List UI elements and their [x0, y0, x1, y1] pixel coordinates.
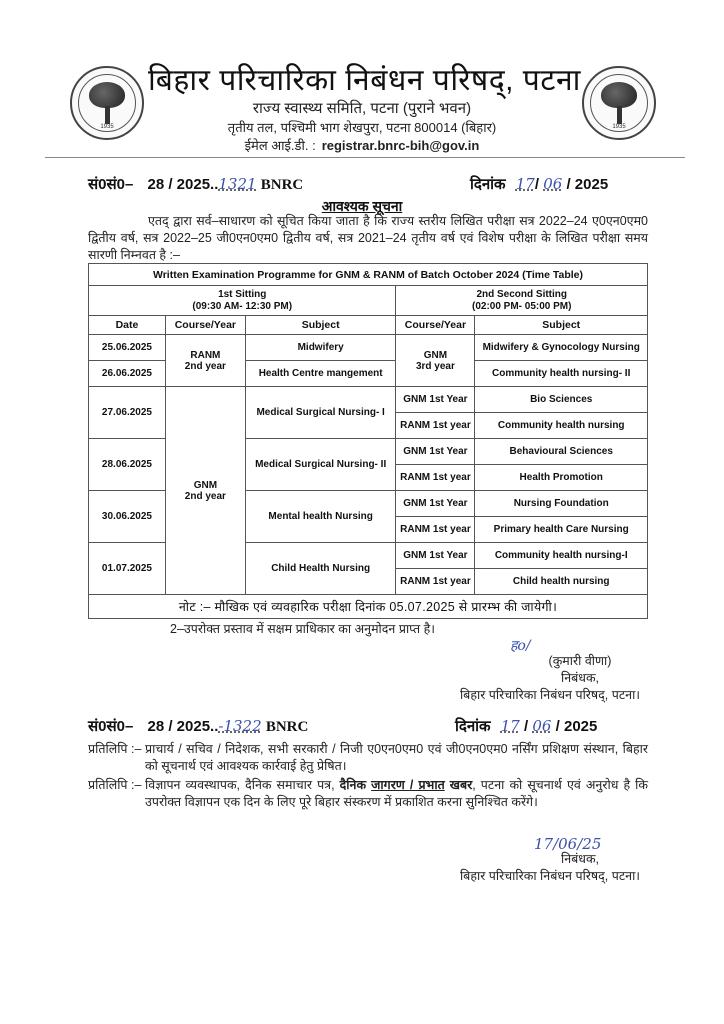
handwritten-day: 17: [500, 717, 520, 735]
organization-subtitle: राज्य स्वास्थ्य समिति, पटना (पुराने भवन): [252, 100, 472, 117]
subject-cell: Mental health Nursing: [245, 491, 396, 543]
subject-cell: Primary health Care Nursing: [475, 517, 648, 543]
organization-name: बिहार परिचारिका निबंधन परिषद्, पटना: [148, 64, 581, 97]
signature-block-1: [430, 652, 670, 703]
council-seal-right-icon: 1935: [582, 66, 656, 140]
subject-cell: Medical Surgical Nursing- I: [245, 387, 396, 439]
subject-cell: Medical Surgical Nursing- II: [245, 439, 396, 491]
subject-cell: Bio Sciences: [475, 387, 648, 413]
reference-date-bottom: दिनांक 17 / 06 / 2025: [455, 717, 598, 735]
timetable-title: Written Examination Programme for GNM & RANM of Batch October 2024 (Time Table): [89, 264, 648, 286]
course-cell: GNM 1st Year: [396, 439, 475, 465]
course-cell: RANM 1st year: [396, 465, 475, 491]
date-cell: 30.06.2025: [89, 491, 166, 543]
course-cell-gnm-3rd: GNM 3rd year: [396, 335, 475, 387]
date-cell: 27.06.2025: [89, 387, 166, 439]
council-seal-left-icon: 1935: [70, 66, 144, 140]
signatory-org: बिहार परिचारिका निबंधन परिषद्, पटना।: [459, 869, 641, 883]
subject-cell: Health Centre mangement: [245, 361, 396, 387]
course-cell-gnm-2nd: GNM 2nd year: [165, 387, 245, 595]
reference-number-top: सं0सं0– 28 / 2025..1321 BNRC: [88, 175, 304, 193]
approval-statement: 2–उपरोक्त प्रस्ताव में सक्षम प्राधिकार का अनुमोदन प्राप्त है।: [170, 622, 436, 636]
exam-timetable: [88, 263, 648, 619]
signature-block-2: [430, 850, 670, 884]
timetable-note: नोट :– मौखिक एवं व्यवहारिक परीक्षा दिनांक 05.07.2025 से प्रारम्भ की जायेगी।: [89, 595, 648, 619]
subject-cell: Child Health Nursing: [245, 543, 396, 595]
notice-intro: एतद् द्वारा सर्व–साधारण को सूचित किया जाता है कि राज्य स्तरीय लिखित परीक्षा सत्र 2022–24 ए0एन0एम0 द्वितीय वर्ष, सत्र 2022–25 जी0एन0एम0 द्वितीय वर्ष, सत्र 2021–24 तृतीय वर्ष एवं विशेष परीक्षा के लिखित परीक्षा समय सारणी निम्नवत है :–: [88, 214, 648, 262]
signatory-designation: निबंधक,: [560, 671, 600, 685]
course-cell: GNM 1st Year: [396, 387, 475, 413]
reference-date-top: दिनांक 17/ 06 / 2025: [470, 175, 609, 193]
copy-to-1: प्रतिलिपि :– प्राचार्य / सचिव / निदेशक, सभी सरकारी / निजी ए0एन0एम0 एवं जी0एन0एम0 नर्सिंग प्रशिक्षण संस्थान, बिहार को सूचनार्थ एवं आवश्यक कार्रवाई हेतु प्रेषित।: [88, 742, 648, 773]
column-header-subject-1: Subject: [245, 316, 396, 335]
email-address[interactable]: registrar.bnrc-bih@gov.in: [321, 138, 480, 153]
handwritten-ref-number: 1321: [218, 175, 257, 193]
newspaper-names: जागरण / प्रभात: [371, 778, 445, 792]
email-label: ईमेल आई.डी. :: [244, 138, 316, 153]
table-row: [89, 335, 648, 361]
subject-cell: Midwifery & Gynocology Nursing: [475, 335, 648, 361]
subject-cell: Nursing Foundation: [475, 491, 648, 517]
notice-title: आवश्यक सूचना: [321, 198, 403, 214]
subject-cell: Community health nursing-I: [475, 543, 648, 569]
subject-cell: Community health nursing: [475, 413, 648, 439]
course-cell-ranm-2nd: RANM 2nd year: [165, 335, 245, 387]
date-cell: 01.07.2025: [89, 543, 166, 595]
subject-cell: Child health nursing: [475, 569, 648, 595]
handwritten-signature-date: 17/06/25: [534, 835, 602, 853]
column-header-subject-2: Subject: [475, 316, 648, 335]
organization-address: तृतीय तल, पश्चिमी भाग शेखपुरा, पटना 800014 (बिहार): [227, 120, 497, 135]
header-divider: [45, 157, 685, 158]
signatory-name: (कुमारी वीणा): [548, 654, 612, 668]
first-sitting-header: 1st Sitting (09:30 AM- 12:30 PM): [89, 286, 396, 316]
table-row: [89, 387, 648, 413]
handwritten-month: 06: [543, 175, 563, 193]
handwritten-day: 17: [515, 175, 535, 193]
second-sitting-header: 2nd Second Sitting (02:00 PM- 05:00 PM): [396, 286, 648, 316]
column-header-course-2: Course/Year: [396, 316, 475, 335]
date-cell: 28.06.2025: [89, 439, 166, 491]
subject-cell: Behavioural Sciences: [475, 439, 648, 465]
handwritten-month: 06: [532, 717, 552, 735]
course-cell: RANM 1st year: [396, 517, 475, 543]
course-cell: RANM 1st year: [396, 413, 475, 439]
signatory-org: बिहार परिचारिका निबंधन परिषद्, पटना।: [459, 688, 641, 702]
column-header-course-1: Course/Year: [165, 316, 245, 335]
date-cell: 26.06.2025: [89, 361, 166, 387]
course-cell: GNM 1st Year: [396, 543, 475, 569]
email-row: [0, 136, 724, 154]
copy-to-2: प्रतिलिपि :– विज्ञापन व्यवस्थापक, दैनिक समाचार पत्र, दैनिक जागरण / प्रभात खबर, पटना को सूचनार्थ एवं अनुरोध है कि उपरोक्त विज्ञापन एक दिन के लिए पूरे बिहार संस्करण में प्रकाशित करना सुनिश्चित करेंगे।: [88, 778, 649, 809]
subject-cell: Health Promotion: [475, 465, 648, 491]
date-cell: 25.06.2025: [89, 335, 166, 361]
course-cell: RANM 1st year: [396, 569, 475, 595]
reference-number-bottom: सं0सं0– 28 / 2025..-1322 BNRC: [88, 717, 309, 735]
column-header-date: Date: [89, 316, 166, 335]
signature-scribble: हo/: [510, 638, 531, 654]
signatory-designation: निबंधक,: [560, 852, 600, 866]
subject-cell: Midwifery: [245, 335, 396, 361]
handwritten-ref-number: -1322: [218, 717, 262, 735]
subject-cell: Community health nursing- II: [475, 361, 648, 387]
course-cell: GNM 1st Year: [396, 491, 475, 517]
